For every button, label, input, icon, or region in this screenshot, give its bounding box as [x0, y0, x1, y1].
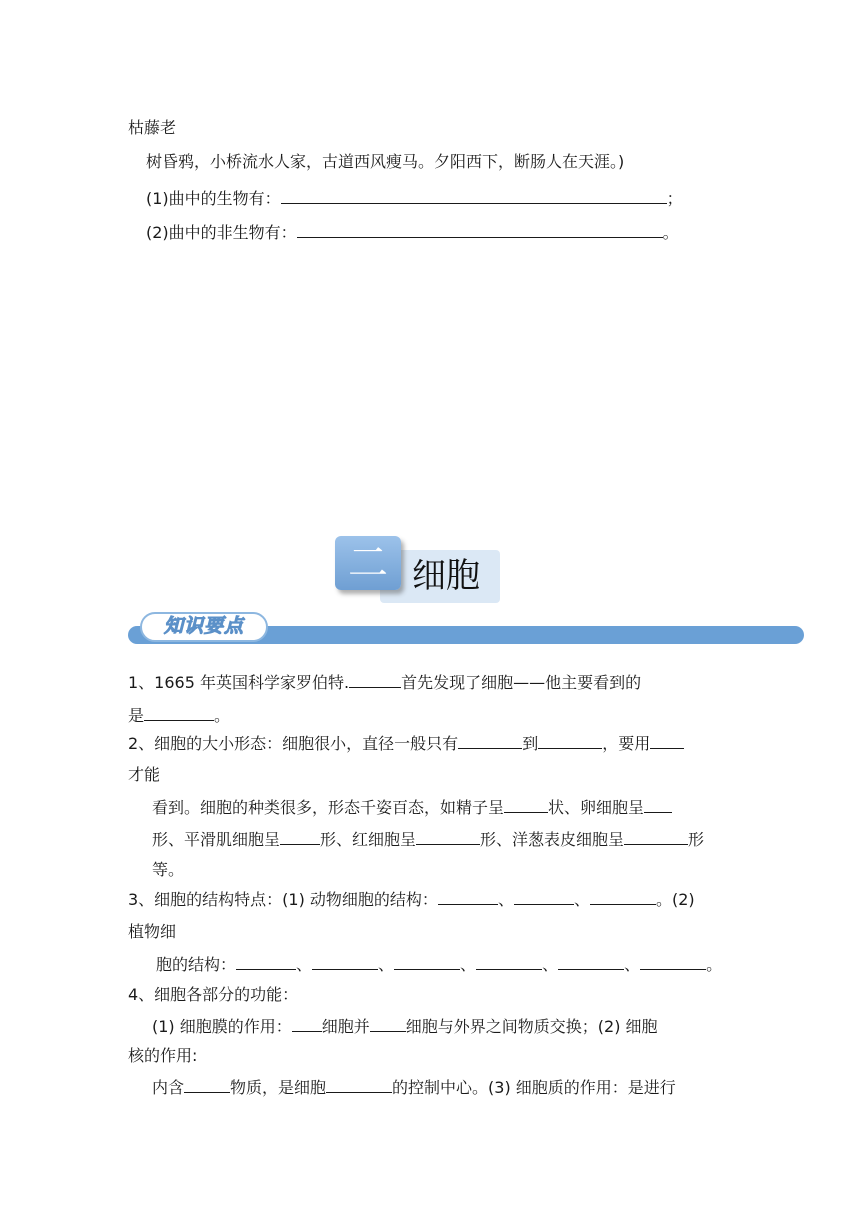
answer-blank[interactable]: [514, 888, 574, 905]
answer-blank[interactable]: [504, 796, 548, 813]
answer-blank[interactable]: [312, 953, 378, 970]
item-3-line-2: 植物细: [128, 922, 177, 941]
item-4-line-1: 4、细胞各部分的功能：: [128, 985, 299, 1004]
answer-blank[interactable]: [144, 704, 214, 721]
answer-blank[interactable]: [280, 828, 320, 845]
answer-blank[interactable]: [538, 732, 602, 749]
answer-blank[interactable]: [349, 671, 401, 688]
answer-blank[interactable]: [476, 953, 542, 970]
item-2-line-5: 等。: [152, 860, 185, 879]
item-1-line-2: 是 。: [128, 706, 231, 725]
answer-blank[interactable]: [558, 953, 624, 970]
item-3-line-1: 3、细胞的结构特点：(1) 动物细胞的结构： 、 、 。(2): [128, 890, 695, 909]
item-4-line-2: (1) 细胞膜的作用： 细胞并 细胞与外界之间物质交换；(2) 细胞: [152, 1017, 658, 1036]
item-2-line-2: 才能: [128, 765, 161, 784]
poem-line-1: 枯藤老: [128, 118, 177, 137]
answer-blank[interactable]: [458, 732, 522, 749]
item-4-line-4: 内含 物质，是细胞 的控制中心。(3) 细胞质的作用：是进行: [152, 1078, 676, 1097]
answer-blank[interactable]: [644, 796, 672, 813]
answer-blank[interactable]: [394, 953, 460, 970]
answer-blank[interactable]: [370, 1015, 406, 1032]
item-2-line-3: 看到。细胞的种类很多，形态千姿百态，如精子呈 状、卵细胞呈: [152, 796, 672, 819]
poem-line-2: 树昏鸦，小桥流水人家，古道西风瘦马。夕阳西下，断肠人在天涯。): [146, 152, 625, 171]
answer-blank[interactable]: [281, 187, 667, 204]
question-2: (2)曲中的非生物有： 。: [146, 223, 679, 242]
item-4-line-3: 核的作用:: [128, 1046, 198, 1065]
answer-blank[interactable]: [292, 1015, 322, 1032]
answer-blank[interactable]: [326, 1076, 392, 1093]
answer-blank[interactable]: [416, 828, 480, 845]
key-points-label: 知识要点: [163, 615, 244, 637]
section-title: 细胞: [412, 556, 480, 596]
answer-blank[interactable]: [590, 888, 656, 905]
item-2-line-4: 形、平滑肌细胞呈 形、红细胞呈 形、洋葱表皮细胞呈 形: [152, 830, 705, 849]
item-1-line-1: 1、1665 年英国科学家罗伯特. 首先发现了细胞——他主要看到的: [128, 673, 642, 692]
section-number: 二: [348, 540, 388, 586]
answer-blank[interactable]: [438, 888, 498, 905]
answer-blank[interactable]: [650, 732, 684, 749]
answer-blank[interactable]: [640, 953, 706, 970]
answer-blank[interactable]: [236, 953, 296, 970]
question-1: (1)曲中的生物有： ；: [146, 189, 683, 208]
item-3-line-3: 胞的结构： 、 、 、 、 、 。: [156, 955, 723, 974]
answer-blank[interactable]: [624, 828, 688, 845]
answer-blank[interactable]: [184, 1076, 230, 1093]
item-2-line-1: 2、细胞的大小形态：细胞很小，直径一般只有 到 ，要用: [128, 732, 684, 755]
answer-blank[interactable]: [297, 221, 663, 238]
